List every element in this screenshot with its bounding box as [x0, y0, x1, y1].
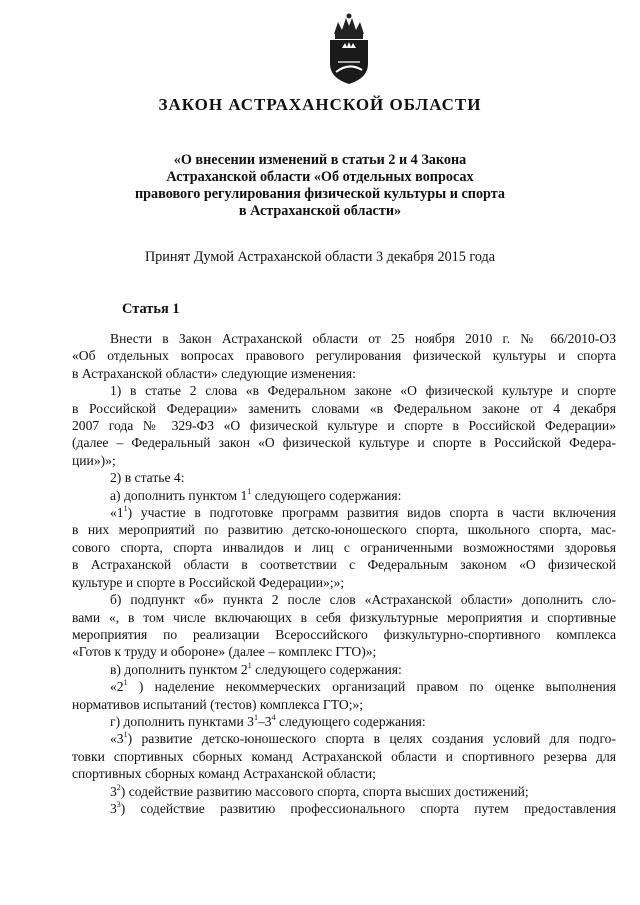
text-fragment: г) дополнить пунктами 3 [110, 713, 254, 729]
text-fragment: в) дополнить пунктом 2 [110, 661, 248, 677]
paragraph-line: товки спортивных сборных команд Астраханской области и спортивного резерва для [72, 748, 616, 764]
paragraph-line: нормативов испытаний (тестов) комплекса ГТО;»; [72, 696, 364, 712]
text-fragment: «2 [110, 679, 124, 695]
paragraph-line: в Астраханской области в соответствии с Федеральным законом «О физической [72, 557, 616, 573]
paragraph-line: спортивных сборных команд Астраханской области; [72, 766, 376, 782]
text-fragment: ) наделение некоммерческих организаций правом по оценке выполнения [127, 679, 616, 695]
paragraph-line: мероприятия по реализации Всероссийского физкультурно-спортивного комплекса [72, 626, 616, 642]
text-fragment: «1 [110, 505, 124, 521]
paragraph-line [72, 730, 616, 747]
article-heading: Статья 1 [122, 301, 180, 317]
adoption-date: Принят Думой Астраханской области 3 декабря 2015 года [144, 249, 496, 265]
article-body [72, 330, 616, 817]
superscript: 1 [247, 660, 252, 670]
paragraph-line: 2007 года № 329-ФЗ «О физической культуре и спорте в Российской Федерации» [72, 418, 616, 434]
subtitle-line: правового регулирования физической культуры и спорта [134, 186, 505, 202]
paragraph-line [72, 661, 616, 678]
superscript: 1 [123, 504, 128, 514]
subtitle-line: в Астраханской области» [238, 203, 402, 219]
text-fragment: ) содействие развитию массового спорта, спорта высших достижений; [120, 783, 529, 799]
paragraph-line [72, 783, 616, 800]
paragraph-line [72, 504, 616, 521]
text-fragment: ) участие в подготовке программ развития видов спорта в части включения [127, 505, 616, 521]
law-subtitle [0, 152, 640, 220]
paragraph-line: в них мероприятий по развитию детско-юношеского спорта, школьного спорта, мас- [72, 522, 616, 538]
superscript: 1 [247, 486, 252, 496]
text-fragment: 3 [110, 783, 117, 799]
subtitle-line: Астраханской области «Об отдельных вопросах [166, 169, 474, 185]
paragraph-line: б) подпункт «б» пункта 2 после слов «Астраханской области» дополнить сло- [110, 592, 616, 608]
paragraph-line: (далее – Федеральный закон «О физической культуре и спорте в Российской Федера- [72, 435, 616, 451]
superscript: 1 [123, 730, 128, 740]
paragraph-line [72, 800, 616, 817]
law-title: ЗАКОН АСТРАХАНСКОЙ ОБЛАСТИ [158, 95, 482, 114]
paragraph-line: в Астраханской области» следующие изменения: [72, 365, 356, 381]
text-fragment: «3 [110, 731, 124, 747]
text-fragment: а) дополнить пунктом 1 [110, 487, 248, 503]
coat-of-arms-icon [326, 12, 372, 86]
superscript: 4 [271, 712, 276, 722]
text-fragment: ) развитие детско-юношеского спорта в целях создания условий для подго- [127, 731, 616, 747]
text-fragment: 3 [110, 800, 117, 816]
paragraph-line: культуре и спорте в Российской Федерации»;»; [72, 574, 345, 590]
superscript: 2 [116, 782, 121, 792]
paragraph-line [72, 678, 616, 695]
paragraph-line [72, 487, 616, 504]
superscript: 1 [123, 678, 128, 688]
paragraph-line: «Готов к труду и обороне» (далее – комплекс ГТО)»; [72, 644, 377, 660]
text-fragment: следующего содержания: [275, 713, 426, 729]
text-fragment: –3 [257, 713, 272, 729]
paragraph-line: 1) в статье 2 слова «в Федеральном законе «О физической культуре и спорте [110, 383, 616, 399]
paragraph-line: Внести в Закон Астраханской области от 25 ноября 2010 г. № 66/2010-ОЗ [110, 331, 616, 346]
paragraph-line [72, 713, 616, 730]
paragraph-line: 2) в статье 4: [110, 470, 185, 486]
text-fragment: ) содействие развитию профессионального спорта путем предоставления [120, 800, 616, 816]
paragraph-line: «Об отдельных вопросах правового регулирования физической культуры и спорта [72, 348, 616, 364]
text-fragment: следующего содержания: [251, 487, 402, 503]
superscript: 3 [116, 799, 121, 809]
superscript: 1 [253, 712, 258, 722]
paragraph-line: в Российской Федерации» заменить словами «в Федеральном законе от 4 декабря [72, 400, 616, 416]
paragraph-line: ции»)»; [72, 452, 116, 468]
text-fragment: следующего содержания: [251, 661, 402, 677]
subtitle-line: «О внесении изменений в статьи 2 и 4 Закона [173, 152, 467, 168]
paragraph-line: вами «, в том числе включающих в себя физкультурные мероприятия и спортивные [72, 609, 616, 625]
paragraph-line: сового спорта, спорта инвалидов и лиц с ограниченными возможностями здоровья [72, 539, 616, 555]
